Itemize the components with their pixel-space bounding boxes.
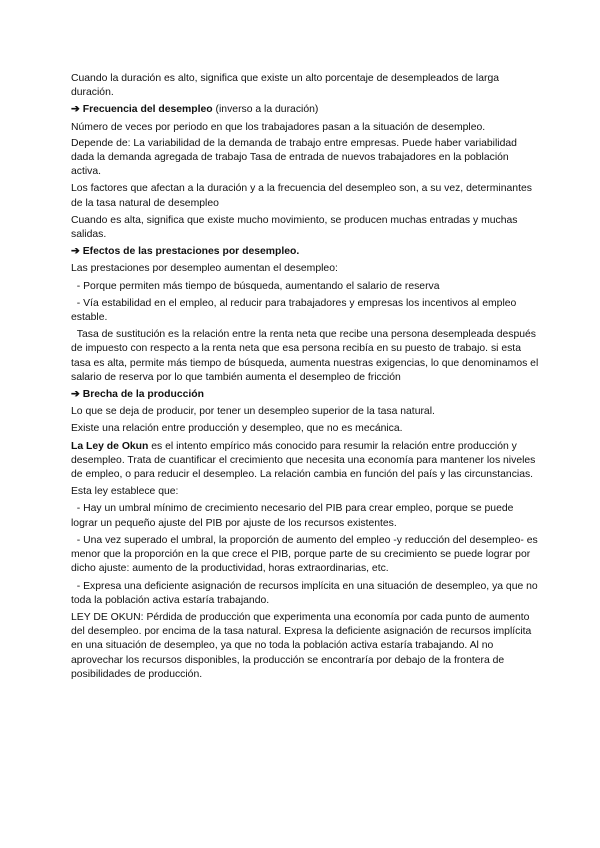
- paragraph-cuando-alta: Cuando es alta, significa que existe mucho movimiento, se producen muchas entradas y muchas salidas.: [71, 214, 518, 241]
- paragraph-frecuencia-definition: Número de veces por periodo en que los trabajadores pasan a la situación de desempleo.: [71, 121, 486, 133]
- list-item: - Una vez superado el umbral, la proporción de aumento del empleo -y reducción del desempleo- es menor que la proporción en la que crece el PIB, porque parte de su crecimiento se puede lograr por dicho ajuste: aumento de la productividad, horas extraordinarias, etc.: [71, 534, 541, 575]
- paragraph-relacion: Existe una relación entre producción y desempleo, que no es mecánica.: [71, 423, 403, 435]
- paragraph-factores: Los factores que afectan a la duración y a la frecuencia del desempleo son, a su vez, determinantes de la tasa natural de desempleo: [71, 183, 532, 209]
- list-item: - Porque permiten más tiempo de búsqueda, aumentando el salario de reserva: [71, 280, 440, 292]
- ley-okun-term: La Ley de Okun: [71, 440, 149, 452]
- paragraph-depende-de: Depende de: La variabilidad de la demanda de trabajo entre empresas. Puede haber variabilidad dada la demanda agregada de trabajo Tasa de entrada de nuevos trabajadores en la población activa.: [71, 137, 517, 178]
- heading-brecha-title: Brecha de la producción: [82, 389, 204, 401]
- paragraph-prestaciones-aumentan: Las prestaciones por desempleo aumentan el desempleo:: [71, 263, 338, 275]
- arrow-right-icon: ➔: [71, 389, 80, 401]
- list-item: - Expresa una deficiente asignación de recursos implícita en una situación de desempleo, ya que no toda la población activa estaría trabajando.: [71, 580, 541, 606]
- paragraph-duration-high: Cuando la duración es alto, significa que existe un alto porcentaje de desempleados de larga duración.: [71, 73, 500, 99]
- heading-prestaciones-title: Efectos de las prestaciones por desempleo.: [82, 246, 300, 258]
- heading-frecuencia: [71, 103, 540, 117]
- paragraph-ley-okun: [71, 440, 540, 483]
- paragraph-deja-producir: Lo que se deja de producir, por tener un desempleo superior de la tasa natural.: [71, 406, 435, 418]
- heading-prestaciones: [71, 245, 540, 259]
- paragraph-tasa-sustitucion: Tasa de sustitución es la relación entre la renta neta que recibe una persona desempleada después de impuesto con respecto a la renta neta que esa persona recibía en su puesto de trabajo. si esta tasa es alta, permite más tiempo de búsqueda, aumenta nuestras exigencias, lo que denominamos el salario de reserva por lo que también aumenta el desempleo de fricción: [71, 329, 542, 383]
- paragraph-ley-okun-definition: LEY DE OKUN: Pérdida de producción que experimenta una economía por cada punto de aumento del desempleo. por encima de la tasa natural. Expresa la deficiente asignación de recursos implícita en una situación de desempleo, ya que no toda la población activa estaría trabajando. Al no aprovechar los recursos disponibles, la producción se encontraría por debajo de la frontera de posibilidades de producción.: [71, 611, 532, 680]
- heading-brecha: [71, 388, 540, 402]
- list-item: - Vía estabilidad en el empleo, al reducir para trabajadores y empresas los incentivos al empleo estable.: [71, 297, 520, 324]
- heading-frecuencia-title: Frecuencia del desempleo: [82, 104, 213, 116]
- paragraph-ley-establece: Esta ley establece que:: [71, 486, 179, 498]
- arrow-right-icon: ➔: [71, 104, 80, 116]
- list-item: - Hay un umbral mínimo de crecimiento necesario del PIB para crear empleo, porque se puede lograr un pequeño ajuste del PIB por ajuste de los recursos existentes.: [71, 503, 517, 529]
- arrow-right-icon: ➔: [71, 246, 80, 258]
- heading-frecuencia-subtitle: (inverso a la duración): [212, 104, 319, 116]
- ley-okun-description: es el intento empírico más conocido para resumir la relación entre producción y desempleo. Trata de cuantificar el crecimiento que necesita una economía para mantener los niveles de empleo, o para reducir el desempleo. La relación cambia en función del país y las circunstancias.: [71, 440, 536, 481]
